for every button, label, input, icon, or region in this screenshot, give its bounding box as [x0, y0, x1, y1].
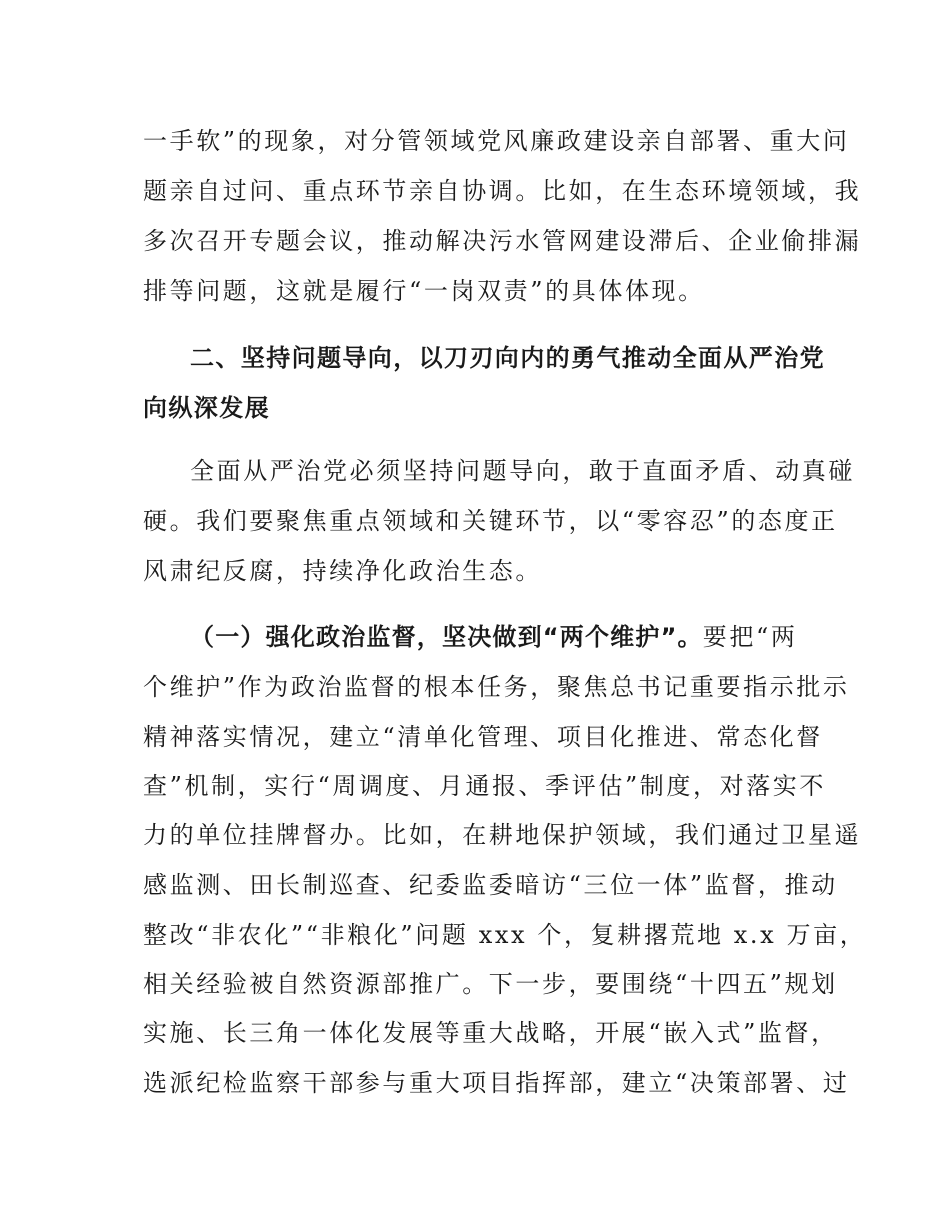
- subheading: （一）强化政治监督，坚决做到“两个维护”。: [190, 623, 703, 651]
- paragraph-line: 精神落实情况，建立“清单化管理、项目化推进、常态化督: [143, 723, 823, 751]
- paragraph-text: 要把“两: [702, 623, 798, 651]
- paragraph-first-line: [190, 617, 823, 657]
- paragraph-line: 选派纪检监察干部参与重大项目指挥部，建立“决策部署、过: [143, 1069, 850, 1097]
- paragraph-line: 硬。我们要聚焦重点领域和关键环节，以“零容忍”的态度正: [143, 507, 838, 535]
- paragraph-line: 排等问题，这就是履行“一岗双责”的具体体现。: [143, 277, 705, 305]
- paragraph-line: 感监测、田长制巡查、纪委监委暗访“三位一体”监督，推动: [143, 871, 838, 899]
- paragraph-line: 一手软”的现象，对分管领域党风廉政建设亲自部署、重大问: [143, 127, 850, 155]
- section-heading: 二、坚持问题导向，以刀刃向内的勇气推动全面从严治党: [190, 344, 825, 372]
- paragraph-line: 力的单位挂牌督办。比如，在耕地保护领域，我们通过卫星遥: [143, 821, 862, 849]
- paragraph-line: 相关经验被自然资源部推广。下一步，要围绕“十四五”规划: [143, 970, 838, 998]
- paragraph-line: 风肃纪反腐，持续净化政治生态。: [143, 557, 542, 585]
- section-heading: 向纵深发展: [143, 394, 270, 422]
- paragraph-line: 查”机制，实行“周调度、月通报、季评估”制度，对落实不: [143, 772, 827, 800]
- paragraph-line: 题亲自过问、重点环节亲自协调。比如，在生态环境领域，我: [143, 177, 862, 205]
- paragraph-line: 实施、长三角一体化发展等重大战略，开展“嵌入式”监督，: [143, 1019, 838, 1047]
- paragraph-line: 整改“非农化”“非粮化”问题 xxx 个，复耕撂荒地 x.x 万亩，: [143, 921, 867, 949]
- paragraph-line: 个维护”作为政治监督的根本任务，聚焦总书记重要指示批示: [143, 673, 850, 701]
- paragraph-line: 多次召开专题会议，推动解决污水管网建设滞后、企业偷排漏: [143, 227, 862, 255]
- paragraph-line: 全面从严治党必须坚持问题导向，敢于直面矛盾、动真碰: [190, 457, 855, 485]
